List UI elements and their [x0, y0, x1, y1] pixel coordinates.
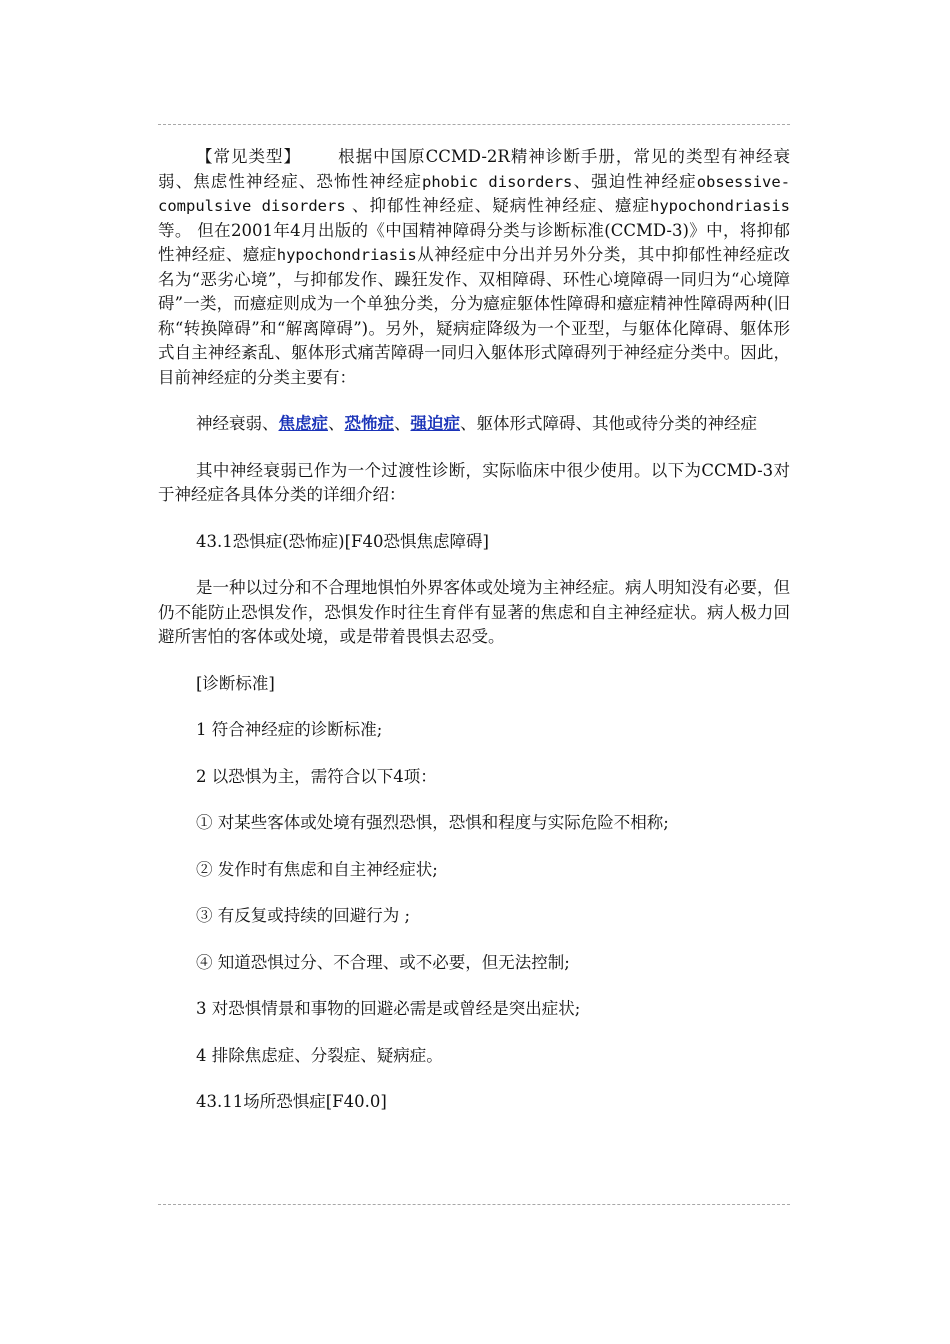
- intro-term-hypochondriasis: hypochondriasis: [650, 197, 790, 215]
- section-title-agoraphobia: 43.11场所恐惧症[F40.0]: [196, 1092, 387, 1111]
- link-ocd[interactable]: 强迫症: [410, 414, 460, 433]
- section-heading: 【常见类型】: [196, 147, 302, 166]
- criteria-item: 4 排除焦虑症、分裂症、疑病症。: [196, 1045, 443, 1065]
- criteria-item: ④ 知道恐惧过分、不合理、或不必要，但无法控制;: [196, 952, 570, 972]
- intro-term-ocd: obsessive-compulsive disorders: [158, 172, 791, 215]
- intro-term-hypochondriasis-2: hypochondriasis: [276, 246, 417, 264]
- intro-text-4: 等。 但在2001年4月出版的《中国精神障碍分类与诊断标准(CCMD-3)》中，将抑郁性神经症、癔症: [158, 220, 790, 264]
- intro-text-2: 、强迫性神经症: [572, 171, 697, 191]
- link-phobia[interactable]: 恐怖症: [344, 414, 394, 433]
- intro-term-phobic: phobic disorders: [421, 172, 573, 191]
- criteria-item: 1 符合神经症的诊断标准;: [196, 720, 383, 739]
- types-prefix: 神经衰弱、: [196, 414, 279, 433]
- phobia-description: 是一种以过分和不合理地惧怕外界客体或处境为主神经症。病人明知没有必要，但仍不能防止恐惧发作，恐惧发作时往生育伴有显著的焦虑和自主神经症状。病人极力回避所害怕的客体或处境，或是带着畏惧去忍受。: [158, 578, 790, 646]
- section-title-phobia: 43.1恐惧症(恐怖症)[F40恐惧焦虑障碍]: [196, 531, 489, 551]
- criteria-item: ③ 有反复或持续的回避行为 ;: [196, 906, 411, 925]
- types-suffix: 、躯体形式障碍、其他或待分类的神经症: [460, 414, 757, 433]
- intro-text-5: 从神经症中分出并另外分类，其中抑郁性神经症改名为“恶劣心境”，与抑郁发作、躁狂发作、双相障碍、环性心境障碍一同归为“心境障碍”一类，而癔症则成为一个单独分类，分为癔症躯体性障碍和癔症精神性障碍两种(旧称“转换障碍”和“解离障碍”)。另外，疑病症降级为一个亚型，与躯体化障碍、躯体形式自主神经紊乱、躯体形式痛苦障碍一同归入躯体形式障碍列于神经症分类中。因此，目前神经症的分类主要有：: [158, 245, 791, 387]
- top-dashed-rule: [158, 124, 790, 125]
- intro-text-3: 、抑郁性神经症、疑病性神经症、癔症: [345, 196, 651, 215]
- types-separator: 、: [394, 414, 411, 433]
- criteria-item: 2 以恐惧为主，需符合以下4项：: [196, 766, 437, 786]
- link-anxiety[interactable]: 焦虑症: [278, 414, 328, 433]
- criteria-item: 3 对恐惧情景和事物的回避必需是或曾经是突出症状;: [196, 999, 581, 1018]
- intro-paragraph: [158, 145, 790, 390]
- document-body: [158, 145, 790, 1115]
- criteria-item: ② 发作时有焦虑和自主神经症状;: [196, 859, 438, 879]
- types-separator: 、: [328, 414, 345, 433]
- intro-text-1: 根据中国原CCMD-2R精神诊断手册，常见的类型有神经衰弱、焦虑性神经症、恐怖性神经症: [158, 147, 790, 191]
- transition-paragraph: 其中神经衰弱已作为一个过渡性诊断，实际临床中很少使用。以下为CCMD-3对于神经症各具体分类的详细介绍：: [158, 460, 790, 504]
- bottom-dashed-rule: [158, 1204, 790, 1205]
- types-paragraph: [158, 412, 790, 437]
- criteria-heading: [诊断标准]: [196, 673, 275, 693]
- criteria-item: ① 对某些客体或处境有强烈恐惧，恐惧和程度与实际危险不相称;: [196, 813, 669, 832]
